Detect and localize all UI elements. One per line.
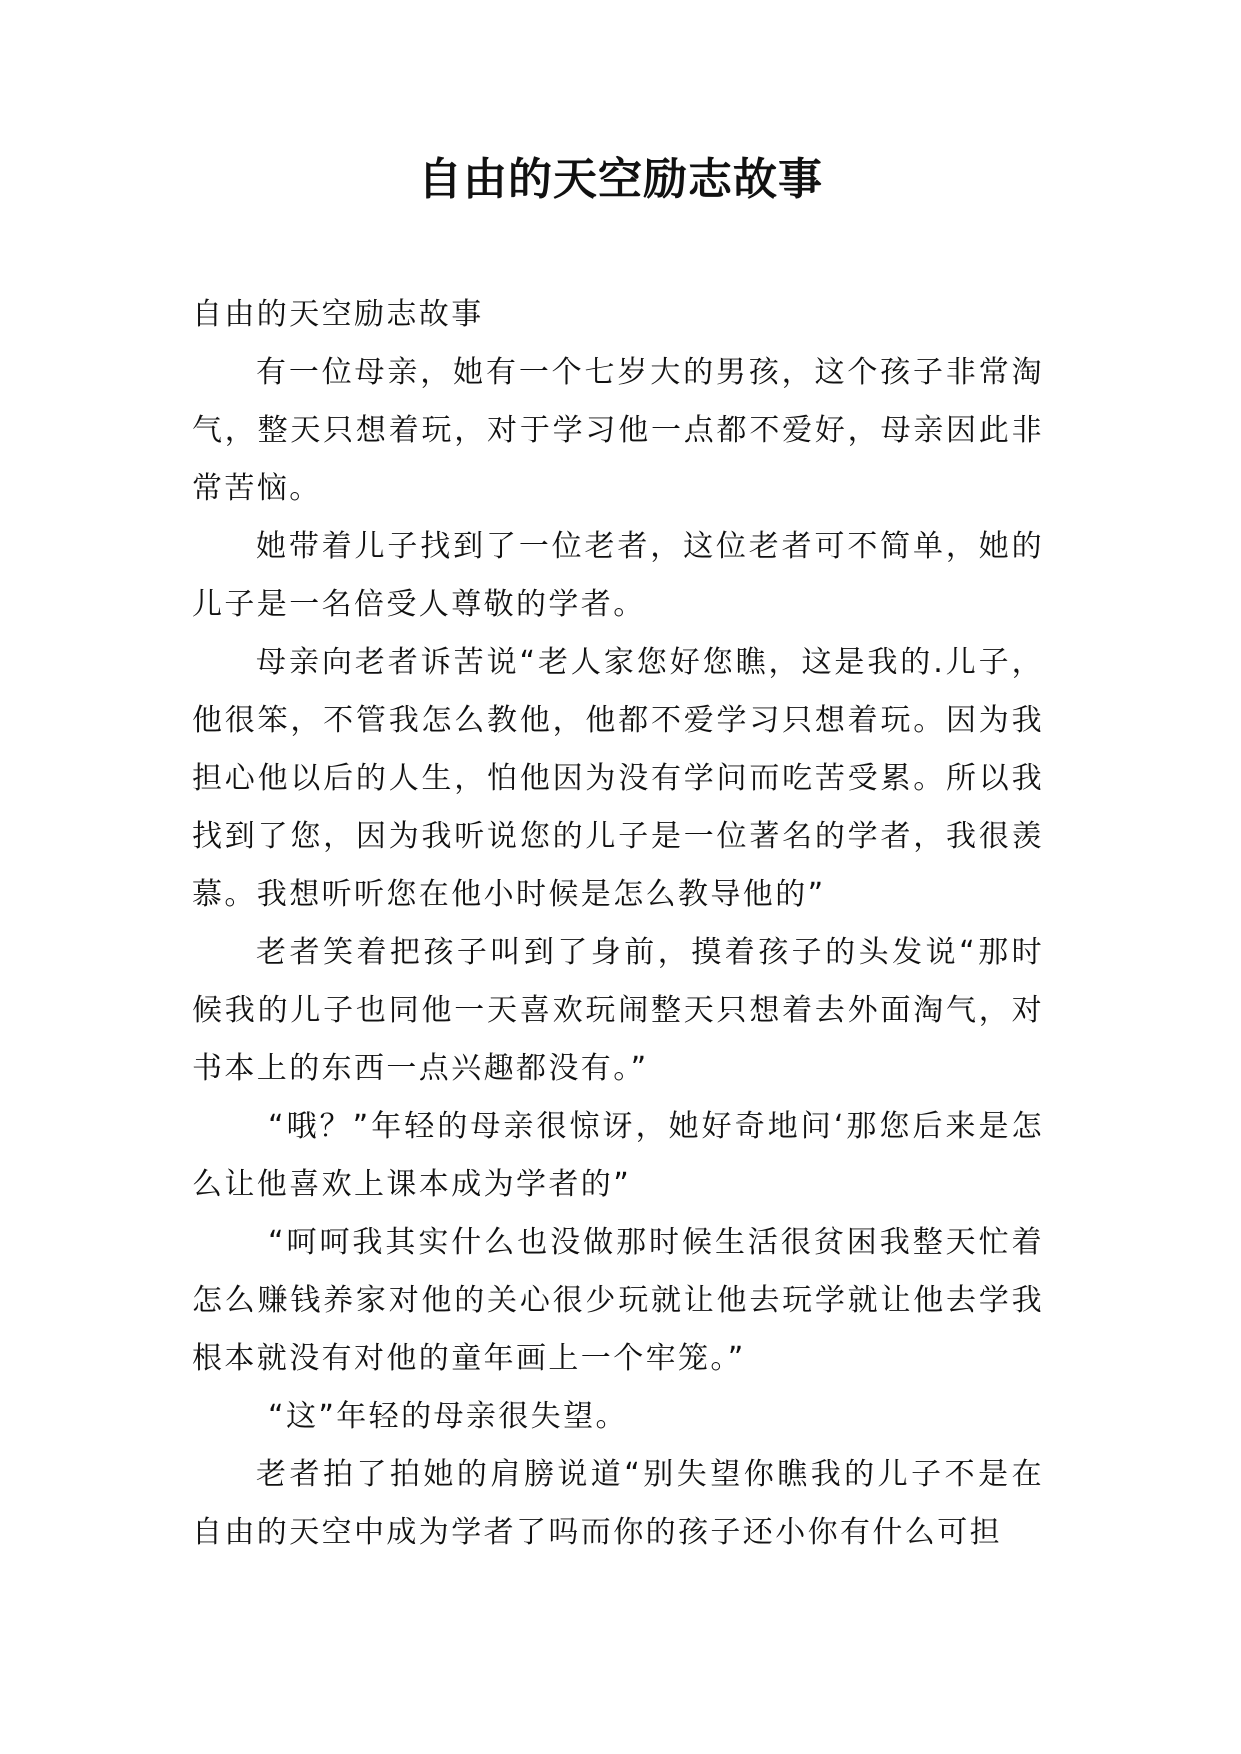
document-title: 自由的天空励志故事 [418,154,823,205]
paragraph: 母亲向老者诉苦说“老人家您好您瞧，这是我的.儿子，他很笨，不管我怎么教他，他都不爱学习只想着玩。因为我担心他以后的人生，怕他因为没有学问而吃苦受累。所以我找到了您，因为我听说您的儿子是一位著名的学者，我很羡慕。我想听听您在他小时候是怎么教导他的” [192,645,1044,912]
paragraph: “呵呵我其实什么也没做那时候生活很贫困我整天忙着怎么赚钱养家对他的关心很少玩就让他去玩学就让他去学我根本就没有对他的童年画上一个牢笼。” [192,1225,1044,1376]
document-body [192,286,1044,1562]
document-subtitle: 自由的天空励志故事 [192,297,484,332]
paragraph: 她带着儿子找到了一位老者，这位老者可不简单，她的儿子是一名倍受人尊敬的学者。 [192,529,1044,622]
paragraph: 有一位母亲，她有一个七岁大的男孩，这个孩子非常淘气，整天只想着玩，对于学习他一点都不爱好，母亲因此非常苦恼。 [192,355,1044,506]
paragraph: “这”年轻的母亲很失望。 [268,1399,628,1434]
paragraph: “哦？”年轻的母亲很惊讶，她好奇地问‘那您后来是怎么让他喜欢上课本成为学者的” [192,1109,1044,1202]
paragraph: 老者笑着把孩子叫到了身前，摸着孩子的头发说“那时候我的儿子也同他一天喜欢玩闹整天只想着去外面淘气，对书本上的东西一点兴趣都没有。” [192,935,1044,1086]
paragraph: 老者拍了拍她的肩膀说道“别失望你瞧我的儿子不是在自由的天空中成为学者了吗而你的孩子还小你有什么可担 [192,1457,1044,1550]
